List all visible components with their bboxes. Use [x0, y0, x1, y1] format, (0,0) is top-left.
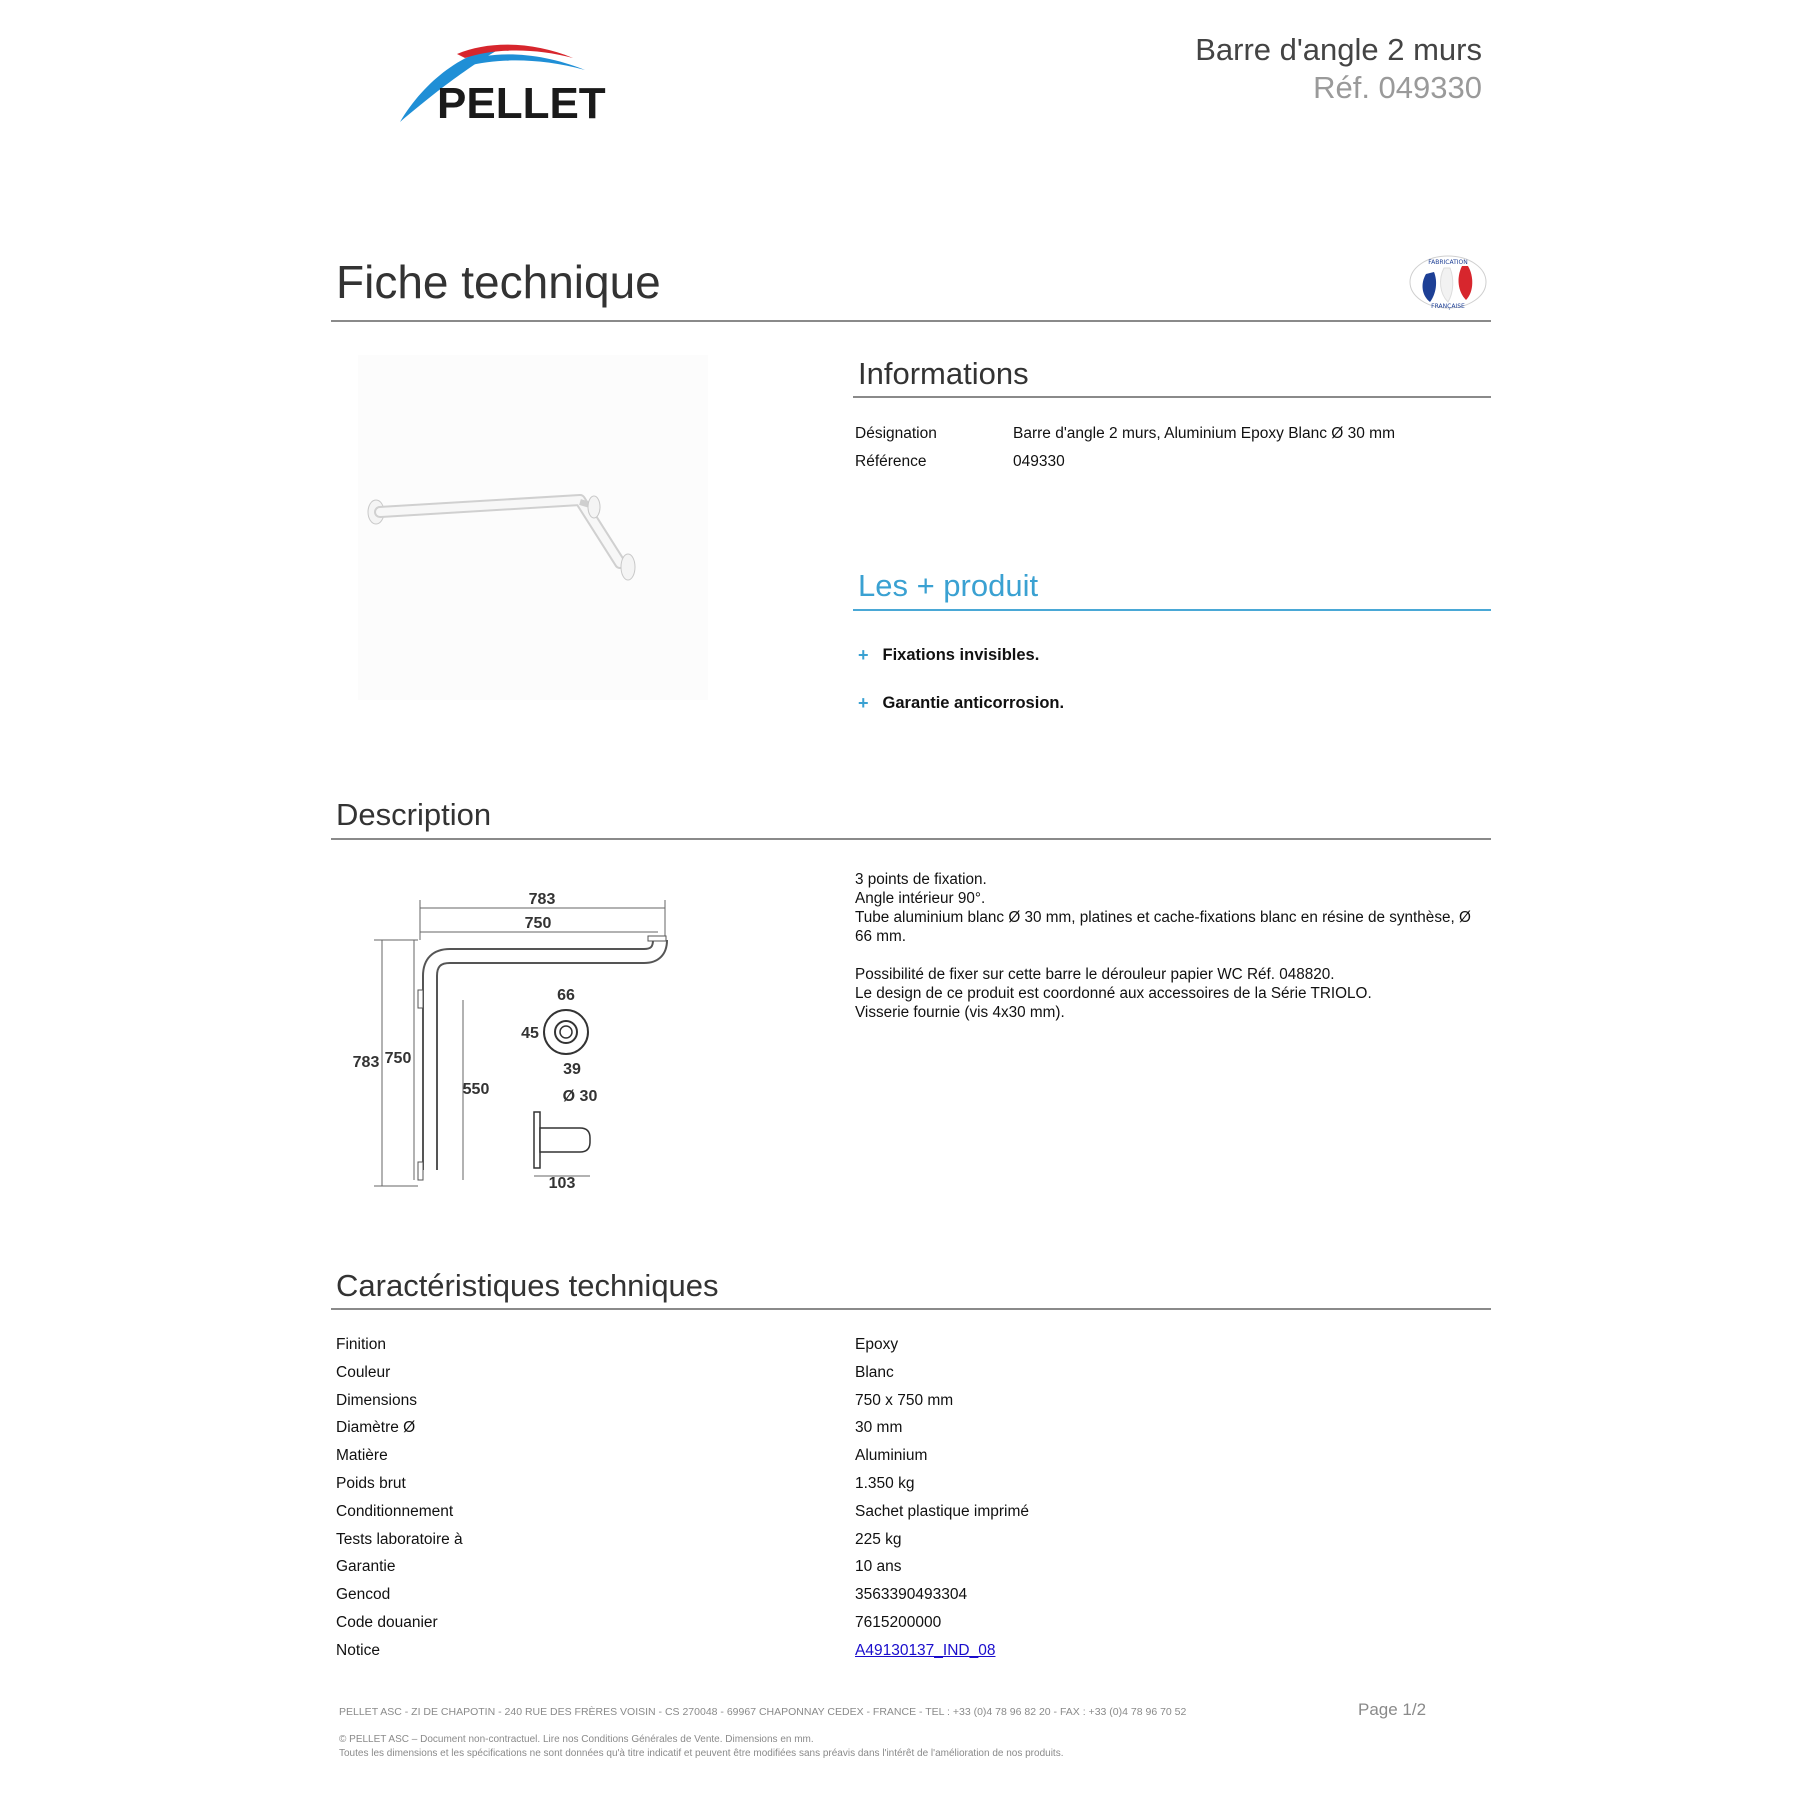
- dim-height: 550: [462, 1081, 490, 1098]
- spec-label: Tests laboratoire à: [336, 1530, 463, 1548]
- spec-label: Poids brut: [336, 1474, 406, 1492]
- page-title: Fiche technique: [336, 256, 661, 308]
- desc-line: 66 mm.: [855, 928, 906, 945]
- info-label: Référence: [855, 453, 927, 470]
- plus-produit-list: [858, 645, 1064, 741]
- caracteristiques-heading: Caractéristiques techniques: [336, 1268, 719, 1303]
- spec-value: [855, 1642, 1029, 1670]
- table-row: [336, 1503, 1029, 1531]
- plus-item-text: Fixations invisibles.: [882, 646, 1040, 664]
- info-row: [855, 453, 1395, 481]
- desc-line: 3 points de fixation.: [855, 871, 987, 888]
- dim-left-outer: 783: [352, 1054, 380, 1071]
- spec-label: Couleur: [336, 1363, 391, 1381]
- notice-link[interactable]: A49130137_IND_08: [855, 1641, 996, 1659]
- product-reference: Réf. 049330: [1313, 70, 1482, 105]
- plus-produit-divider: [853, 609, 1491, 611]
- description-divider: [331, 838, 1491, 840]
- fabrication-francaise-flag-icon: [1408, 254, 1488, 310]
- table-row: [336, 1364, 1029, 1392]
- dim-top-outer: 783: [528, 891, 556, 908]
- pellet-logo: [395, 40, 640, 130]
- spec-value: 30 mm: [855, 1419, 903, 1437]
- spec-label: Finition: [336, 1336, 386, 1353]
- desc-line: Visserie fournie (vis 4x30 mm).: [855, 1004, 1065, 1021]
- plus-item: [858, 645, 1064, 666]
- spec-value: 3563390493304: [855, 1586, 968, 1604]
- table-row: [336, 1336, 1029, 1364]
- dim-top-inner: 750: [524, 915, 552, 932]
- table-row: [336, 1447, 1029, 1475]
- dim-plate-inner: 39: [563, 1061, 581, 1078]
- spec-value: Epoxy: [855, 1336, 899, 1353]
- spec-label: Matière: [336, 1447, 388, 1465]
- footer-legal: [339, 1733, 1063, 1761]
- page-number: Page 1/2: [1358, 1700, 1427, 1719]
- desc-line: Le design de ce produit est coordonné aux accessoires de la Série TRIOLO.: [855, 985, 1372, 1002]
- table-row: [336, 1475, 1029, 1503]
- specs-table: [336, 1336, 1029, 1670]
- table-row: [336, 1419, 1029, 1447]
- info-label: Désignation: [855, 425, 937, 442]
- informations-table: [855, 425, 1395, 481]
- spec-label: Dimensions: [336, 1391, 417, 1409]
- spec-value: 225 kg: [855, 1530, 902, 1548]
- table-row: [336, 1392, 1029, 1420]
- table-row: [336, 1531, 1029, 1559]
- spec-value: 10 ans: [855, 1558, 902, 1576]
- footer-copyright: © PELLET ASC – Document non-contractuel. Lire nos Conditions Générales de Vente. Dimensions en mm.: [339, 1734, 814, 1745]
- info-value: 049330: [1013, 453, 1065, 470]
- info-row: [855, 425, 1395, 453]
- spec-value: 1.350 kg: [855, 1474, 915, 1492]
- product-photo: [358, 355, 708, 700]
- spec-label: Diamètre Ø: [336, 1419, 416, 1437]
- spec-label: Garantie: [336, 1558, 396, 1576]
- spec-value: Aluminium: [855, 1447, 928, 1465]
- description-text: [855, 870, 1485, 1022]
- spec-value: Blanc: [855, 1363, 894, 1381]
- table-row: [336, 1642, 1029, 1670]
- desc-line: Angle intérieur 90°.: [855, 890, 986, 907]
- dim-tube: Ø 30: [562, 1088, 598, 1105]
- table-row: [336, 1614, 1029, 1642]
- dim-depth: 103: [548, 1175, 576, 1190]
- plus-produit-heading: Les + produit: [858, 568, 1039, 603]
- spec-label: Notice: [336, 1641, 380, 1659]
- footer-address: PELLET ASC - ZI DE CHAPOTIN - 240 RUE DES FRÈRES VOISIN - CS 270048 - 69967 CHAPONNAY CEDEX - FRANCE - TEL : +33 (0)4 78 96 82 20 - FAX : +33 (0)4 78 96 70 52: [339, 1706, 1187, 1718]
- description-heading: Description: [336, 797, 492, 832]
- plus-icon: +: [858, 693, 869, 713]
- dim-left-inner: 750: [384, 1050, 412, 1067]
- spec-label: Conditionnement: [336, 1502, 454, 1520]
- spec-value: 7615200000: [855, 1613, 942, 1631]
- spec-value: Sachet plastique imprimé: [855, 1502, 1030, 1520]
- dim-plate: 66: [557, 987, 575, 1004]
- footer-disclaimer: Toutes les dimensions et les spécifications ne sont données qu'à titre indicatif et peuvent être modifiées sans préavis dans l'intérêt de l'amélioration de nos produits.: [339, 1748, 1064, 1759]
- plus-item: [858, 693, 1064, 714]
- brand-text: PELLET: [437, 79, 606, 128]
- svg-text:FABRICATION: FABRICATION: [1428, 259, 1468, 266]
- dim-plate-hole: 45: [521, 1025, 539, 1042]
- technical-drawing: [348, 880, 678, 1190]
- spec-value: 750 x 750 mm: [855, 1391, 954, 1409]
- table-row: [336, 1586, 1029, 1614]
- product-title: Barre d'angle 2 murs: [1195, 32, 1482, 67]
- plus-item-text: Garantie anticorrosion.: [882, 694, 1065, 712]
- svg-text:FRANÇAISE: FRANÇAISE: [1431, 303, 1465, 310]
- info-value: Barre d'angle 2 murs, Aluminium Epoxy Blanc Ø 30 mm: [1013, 425, 1396, 442]
- spec-label: Code douanier: [336, 1613, 438, 1631]
- desc-line: Tube aluminium blanc Ø 30 mm, platines et cache-fixations blanc en résine de synthèse, Ø: [855, 909, 1471, 926]
- spec-label: Gencod: [336, 1586, 391, 1604]
- grab-bar-photo: [358, 355, 708, 700]
- table-row: [336, 1558, 1029, 1586]
- desc-line: Possibilité de fixer sur cette barre le dérouleur papier WC Réf. 048820.: [855, 966, 1335, 983]
- informations-divider: [853, 396, 1491, 398]
- informations-heading: Informations: [858, 356, 1029, 391]
- caracteristiques-divider: [331, 1308, 1491, 1310]
- plus-icon: +: [858, 645, 869, 665]
- title-divider: [331, 320, 1491, 322]
